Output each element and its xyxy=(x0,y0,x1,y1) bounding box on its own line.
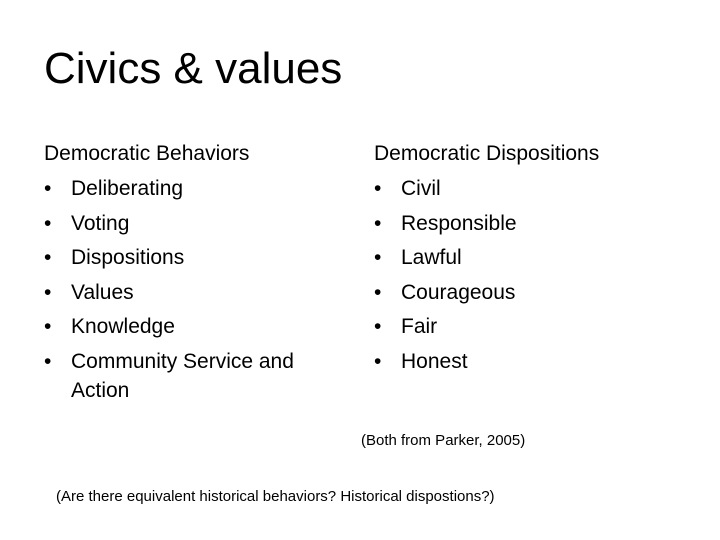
list-item: • Lawful xyxy=(374,243,674,272)
list-item: • Courageous xyxy=(374,278,674,307)
list-item: • Responsible xyxy=(374,209,674,238)
question-note: (Are there equivalent historical behaviors? Historical dispostions?) xyxy=(56,488,495,505)
list-item: • Civil xyxy=(374,174,674,203)
democratic-behaviors-heading: Democratic Behaviors xyxy=(44,142,250,165)
democratic-dispositions-list xyxy=(374,174,674,376)
democratic-behaviors-column xyxy=(44,140,344,410)
list-item: • Values xyxy=(44,278,344,307)
democratic-dispositions-column xyxy=(374,140,674,381)
list-item: • Deliberating xyxy=(44,174,344,203)
list-item: • Fair xyxy=(374,312,674,341)
list-item: • Voting xyxy=(44,209,344,238)
democratic-behaviors-list xyxy=(44,174,344,405)
slide-title: Civics & values xyxy=(44,44,343,93)
list-item: • Community Service and Action xyxy=(44,347,344,405)
citation-note: (Both from Parker, 2005) xyxy=(361,432,526,449)
democratic-dispositions-heading: Democratic Dispositions xyxy=(374,142,600,165)
list-item: • Knowledge xyxy=(44,312,344,341)
list-item: • Honest xyxy=(374,347,674,376)
list-item: • Dispositions xyxy=(44,243,344,272)
